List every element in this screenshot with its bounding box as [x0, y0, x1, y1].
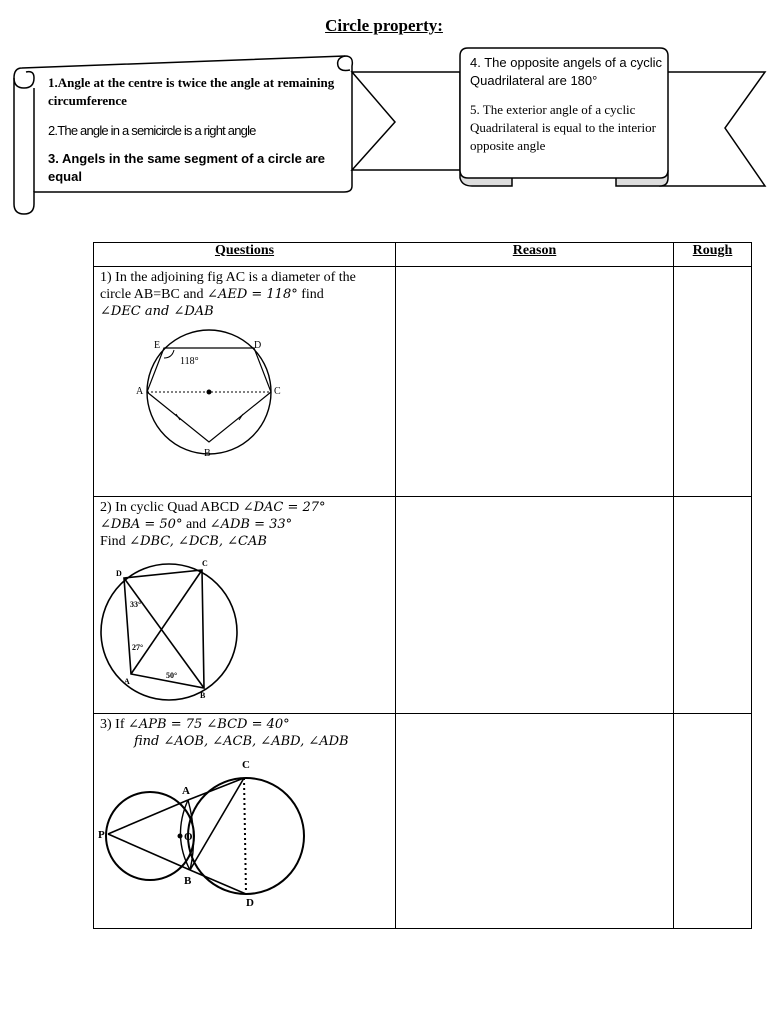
property-1: 1.Angle at the centre is twice the angle at remaining circumference [48, 75, 335, 108]
label-27: 27° [132, 643, 144, 652]
rough-cell-1[interactable] [674, 267, 752, 497]
reason-cell-3[interactable] [396, 714, 674, 929]
label-A: A [136, 386, 144, 397]
property-5: 5. The exterior angle of a cyclic Quadrilateral is equal to the interior opposite angle [470, 102, 656, 153]
label-B3: B [184, 875, 192, 887]
figure-2 [94, 552, 394, 702]
label-C: C [274, 386, 281, 397]
label-O3: O [184, 831, 193, 843]
question-row-2 [94, 497, 752, 714]
property-2: 2.The angle in a semicircle is a right angle [48, 123, 256, 138]
label-C2: C [202, 559, 208, 568]
label-118: 118° [180, 356, 199, 367]
question-2-text: 2) In cyclic Quad ABCD ∠DAC = 27° ∠DBA = 50° and ∠ADB = 33° Find ∠DBC, ∠DCB, ∠CAB [100, 500, 326, 549]
label-33: 33° [130, 600, 142, 609]
label-C3: C [242, 759, 250, 771]
question-cell-1 [94, 267, 396, 497]
header-reason: Reason [396, 243, 674, 267]
reason-cell-2[interactable] [396, 497, 674, 714]
label-A2: A [124, 677, 130, 686]
question-row-3 [94, 714, 752, 929]
label-A3: A [182, 785, 190, 797]
label-E: E [154, 340, 161, 351]
label-B2: B [200, 691, 206, 700]
figure-1 [94, 322, 394, 472]
property-3: 3. Angels in the same segment of a circle are equal [48, 151, 325, 184]
label-50: 50° [166, 671, 178, 680]
question-1-text: 1) In the adjoining fig AC is a diameter of the circle AB=BC and ∠AED = 118° find ∠DEC and ∠DAB [100, 270, 356, 319]
right-banner-ribbon [352, 72, 460, 170]
question-cell-3 [94, 714, 396, 929]
label-B: B [204, 448, 211, 459]
label-D: D [254, 340, 262, 351]
worksheet-table [93, 242, 752, 929]
header-questions: Questions [94, 243, 396, 267]
figure-3 [94, 752, 394, 912]
header-rough: Rough [674, 243, 752, 267]
header-row [94, 243, 752, 267]
label-D2: D [116, 569, 122, 578]
question-3-text: 3) If ∠APB = 75 ∠BCD = 40° find ∠AOB, ∠ACB, ∠ABD, ∠ADB [100, 717, 349, 749]
property-4: 4. The opposite angels of a cyclic Quadrilateral are 180° [470, 55, 662, 88]
reason-cell-1[interactable] [396, 267, 674, 497]
question-cell-2 [94, 497, 396, 714]
label-P3: P [98, 829, 105, 841]
question-row-1 [94, 267, 752, 497]
rough-cell-2[interactable] [674, 497, 752, 714]
page-title: Circle property: [325, 16, 443, 35]
rough-cell-3[interactable] [674, 714, 752, 929]
label-D3: D [246, 897, 254, 909]
